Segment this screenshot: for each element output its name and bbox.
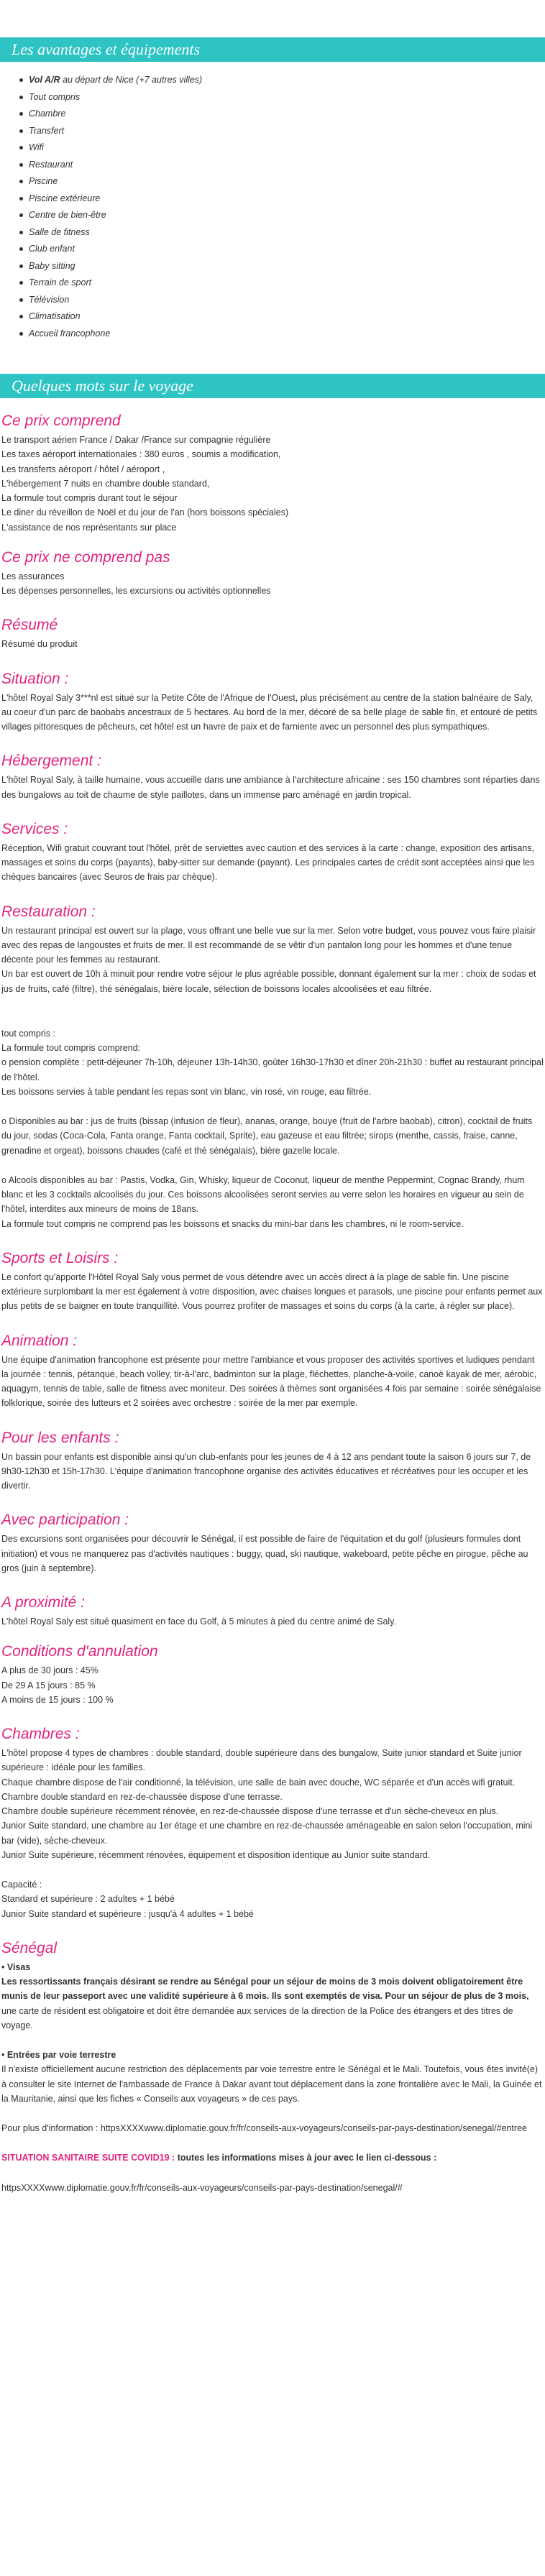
prix-comprend-line: Le diner du réveillon de Noël et du jour de l'an (hors boissons spéciales): [1, 507, 289, 518]
tout-compris-line: La formule tout compris comprend:: [1, 1043, 141, 1053]
voyage-banner: [0, 374, 545, 398]
annulation-line: A plus de 30 jours : 45%: [1, 1665, 99, 1676]
hebergement-text: L'hôtel Royal Saly, à taille humaine, vous accueille dans une ambiance à l'architecture africaine : ses 150 chambres sont réparties dans des bungalows au toit de chaume de style paillotes, dans un immense parc aménagé en jardin tropical.: [1, 775, 540, 800]
chambres-text: Chaque chambre dispose de l'air conditionné, la télévision, une salle de bain avec douche, WC séparée et d'un accès wifi gratuit.: [1, 1777, 516, 1788]
enfants-text: Un bassin pour enfants est disponible ainsi qu'un club-enfants pour les jeunes de 4 à 12 ans pendant toute la saison 6 jours sur 7, de 9h30-12h30 et 15h-17h30. L'équipe d'animation francophone organise des activités éducatives et récréatives pour les occuper et les divertir.: [1, 1451, 531, 1491]
tout-compris-line: Les boissons servies à table pendant les repas sont vin blanc, vin rosé, vin rouge, eau filtrée.: [1, 1086, 372, 1097]
entree-title: • Entrées par voie terrestre: [1, 2050, 116, 2060]
covid-text: SITUATION SANITAIRE SUITE COVID19 : toutes les informations mises à jour avec le lien ci-dessous :: [1, 2153, 437, 2163]
animation-text: Une équipe d'animation francophone est présente pour mettre l'ambiance et vous proposer des activités sportives et ludiques pendant la journée : tennis, pétanque, beach volley, tir-à-l'arc, badminton sur la plage, fléchettes, planche-à-voile, canoë kayak de mer, aérobic, aquagym, tennis de table, salle de fitness avec moniteur. Des soirées à thèmes sont organisées 4 fois par semaine : soirée sénégalaise folklorique, soirée des lutteurs et 2 soirées avec orchestre : soirée de la mer par exemple.: [1, 1354, 541, 1409]
alcool-text: o Alcools disponibles au bar : Pastis, Vodka, Gin, Whisky, liqueur de Coconut, liqueur de menthe Peppermint, Cognac Brandy, rhum blanc et les 3 cocktails alcoolisés du jour. Ces boissons alcoolisées seront servies au verre selon les horaires en vigueur au sein de l'hôtel, interdites aux mineurs de moins de 18ans.: [1, 1174, 525, 1215]
services-text: Réception, Wifi gratuit couvrant tout l'hôtel, prêt de serviettes avec caution et des services à la carte : change, exposition des artisans, massages et soins du corps (payants), baby-sitter sur demande (payant). Les principales cartes de crédit sont acceptées ainsi que les chèques bancaires (avec Seuros de frais par chèque).: [1, 842, 535, 883]
annulation-line: De 29 A 15 jours : 85 %: [1, 1680, 96, 1690]
prix-comprend-line: Le transport aérien France / Dakar /France sur compagnie régulière: [1, 435, 271, 445]
annulation-line: A moins de 15 jours : 100 %: [1, 1694, 114, 1705]
feature-item: Terrain de sport: [29, 275, 545, 292]
avantages-title: Les avantages et équipements: [12, 40, 201, 58]
services-heading: Services :: [1, 820, 68, 837]
proximite-heading: A proximité :: [1, 1594, 85, 1611]
tout-compris-title: tout compris :: [1, 1028, 56, 1039]
prix-ne-comprend-line: Les dépenses personnelles, les excursions ou activités optionnelles: [1, 586, 271, 596]
restauration-bar-text: Un bar est ouvert de 10h à minuit pour rendre votre séjour le plus agréable possible, donnant également sur la mer : choix de sodas et jus de fruits, café (filtre), thé sénégalais, bière locale, sélection de boissons locales alcoolisées et eau filtrée.: [1, 969, 536, 994]
feature-item: Baby sitting: [29, 258, 545, 275]
feature-item: Piscine extérieure: [29, 190, 545, 208]
feature-item: Centre de bien-être: [29, 207, 545, 224]
prix-comprend-line: L'hébergement 7 nuits en chambre double standard,: [1, 478, 210, 489]
feature-item: Piscine: [29, 173, 545, 190]
participation-text: Des excursions sont organisées pour découvrir le Sénégal, il est possible de faire de l'équitation et du golf (plusieurs formules dont initiation) et vous ne manquerez pas d'activités nautiques : buggy, quad, ski nautique, wakeboard, petite pêche en pirogue, pêche au gros (juin à septembre).: [1, 1534, 528, 1573]
minibar-text: La formule tout compris ne comprend pas les boissons et snacks du mini-bar dans les chambres, ni le room-service.: [1, 1218, 464, 1229]
prix-ne-comprend-line: Les assurances: [1, 571, 65, 581]
feature-item: Tout compris: [29, 89, 545, 106]
restauration-heading: Restauration :: [1, 903, 96, 920]
prix-comprend-heading: Ce prix comprend: [1, 413, 121, 429]
restauration-text: Un restaurant principal est ouvert sur la plage, vous offrant une belle vue sur la mer. Selon votre budget, vous pouvez vous faire plaisir avec des repas de langoustes et fruits de mer. Il est recommandé de se vêtir d'un pantalon long pour les hommes et d'une tenue décente pour les femmes au restaurant.: [1, 925, 536, 965]
covid-link[interactable]: httpsXXXXwww.diplomatie.gouv.fr/fr/conseils-aux-voyageurs/conseils-par-pays-destination/senegal/#: [1, 2182, 403, 2193]
tout-compris-line: o pension complète : petit-déjeuner 7h-10h, déjeuner 13h-14h30, goûter 16h30-17h30 et dîner 20h-21h30 : buffet au restaurant principal de l'hôtel.: [1, 1057, 544, 1082]
chambres-text: L'hôtel propose 4 types de chambres : double standard, double supérieure dans des bungalow, Suite junior standard et Suite junior supérieure : idéale pour les familles.: [1, 1748, 522, 1773]
prix-ne-comprend-heading: Ce prix ne comprend pas: [1, 548, 170, 566]
feature-item: Salle de fitness: [29, 224, 545, 242]
hebergement-heading: Hébergement :: [1, 753, 101, 770]
proximite-text: L'hôtel Royal Saly est situé quasiment en face du Golf, à 5 minutes à pied du centre animé de Saly.: [1, 1616, 396, 1627]
sports-heading: Sports et Loisirs :: [1, 1249, 119, 1266]
feature-item: Télévision: [29, 292, 545, 309]
chambres-text: Chambre double standard en rez-de-chaussée dispose d'une terrasse.: [1, 1791, 283, 1802]
prix-comprend-line: Les taxes aéroport internationales : 380 euros , soumis a modification,: [1, 449, 281, 460]
prix-comprend-line: La formule tout compris durant tout le séjour: [1, 493, 178, 503]
avantages-banner: [0, 37, 545, 62]
enfants-heading: Pour les enfants :: [1, 1429, 119, 1446]
feature-item: Restaurant: [29, 157, 545, 174]
chambres-text: Chambre double supérieure récemment rénovée, en rez-de-chaussée dispose d'une terrasse et d'un sèche-cheveux en plus.: [1, 1806, 499, 1816]
capacite-line: Junior Suite standard et supérieure : jusqu'à 4 adultes + 1 bébé: [1, 1908, 254, 1919]
feature-item: Wifi: [29, 139, 545, 157]
situation-text: L'hôtel Royal Saly 3***nl est situé sur la Petite Côte de l'Afrique de l'Ouest, plus précisément au centre de la station balnéaire de Saly, au coeur d'un parc de baobabs ancestraux de 5 hectares. Au bord de la mer, décoré de sa belle plage de sable fin, et entouré de petits villages pittoresques de pêcheurs, cet hôtel est un havre de paix et de farniente avec un personnel des plus sympathiques.: [1, 692, 538, 732]
senegal-heading: Sénégal: [1, 1939, 58, 1956]
features-list: [0, 72, 545, 342]
chambres-text: Junior Suite supérieure, récemment rénovées, équipement et disposition identique au Junior suite standard.: [1, 1849, 431, 1860]
annulation-heading: Conditions d'annulation: [1, 1643, 158, 1660]
resume-text: Résumé du produit: [1, 639, 78, 650]
visas-text: Les ressortissants français désirant se rendre au Sénégal pour un séjour de moins de 3 mois doivent obligatoirement être munis de leur passeport avec une validité supérieure à 6 mois. Ils sont exemptés de visa. Pour un séjour de plus de 3 mois, une carte de résident est obligatoire et doit être demandée aux services de la direction de la Police des étrangers et des titres de voyage.: [1, 1977, 529, 2030]
participation-heading: Avec participation :: [1, 1512, 129, 1529]
soft-drinks-text: o Disponibles au bar : jus de fruits (bissap (infusion de fleur), ananas, orange, bouye (fruit de l'arbre baobab), citron), cocktail de fruits du jour, sodas (Coca-Cola, Fanta orange, Fanta cocktail, Sprite), eau gazeuse et eau filtrée; sirops (menthe, cassis, fraise, canne, grenadine et orgeat), boissons chaudes (café et thé sénégalais), bière gazelle locale.: [1, 1116, 533, 1156]
info-link-text[interactable]: Pour plus d'information : httpsXXXXwww.diplomatie.gouv.fr/fr/conseils-aux-voyageurs/conseils-par-pays-destination/senegal/#entree: [1, 2123, 527, 2133]
prix-comprend-line: L'assistance de nos représentants sur place: [1, 522, 177, 533]
feature-item: Club enfant: [29, 241, 545, 258]
chambres-heading: Chambres :: [1, 1726, 80, 1742]
feature-item: Accueil francophone: [29, 326, 545, 343]
prix-comprend-line: Les transferts aéroport / hôtel / aéroport ,: [1, 464, 165, 474]
entree-text: Il n'existe officiellement aucune restriction des déplacements par voie terrestre entre le Sénégal et le Mali. Toutefois, vous êtes invité(e) à consulter le site Internet de l'ambassade de France à Dakar avant tout déplacement dans la zone frontalière avec le Mali, la Guinée et la Mauritanie, ainsi que les fiches « Conseils aux voyageurs » de ces pays.: [1, 2064, 542, 2104]
capacite-title: Capacité :: [1, 1880, 42, 1890]
feature-item: Vol A/R au départ de Nice (+7 autres villes): [29, 72, 545, 89]
feature-item: Climatisation: [29, 308, 545, 326]
voyage-title: Quelques mots sur le voyage: [12, 377, 193, 395]
chambres-text: Junior Suite standard, une chambre au 1er étage et une chambre en rez-de-chaussée aménageable en salon selon l'occupation, mini bar (vide), sèche-cheveux.: [1, 1821, 533, 1846]
situation-heading: Situation :: [1, 670, 69, 687]
sports-text: Le confort qu'apporte l'Hôtel Royal Saly vous permet de vous détendre avec un accès direct à la plage de sable fin. Une piscine extérieure surplombant la mer est également à votre disposition, avec chaises longues et parasols, une piscine pour enfants permet aux plus petits de se baigner en toute tranquillité. Vous pourrez profiter de massages et soins du corps (à la carte, à régler sur place).: [1, 1271, 543, 1312]
capacite-line: Standard et supérieure : 2 adultes + 1 bébé: [1, 1894, 175, 1905]
resume-heading: Résumé: [1, 617, 58, 634]
voyage-content: [0, 411, 545, 2195]
visas-title: • Visas: [1, 1961, 31, 1972]
feature-item: Transfert: [29, 123, 545, 140]
animation-heading: Animation :: [1, 1332, 78, 1349]
feature-item: Chambre: [29, 106, 545, 123]
